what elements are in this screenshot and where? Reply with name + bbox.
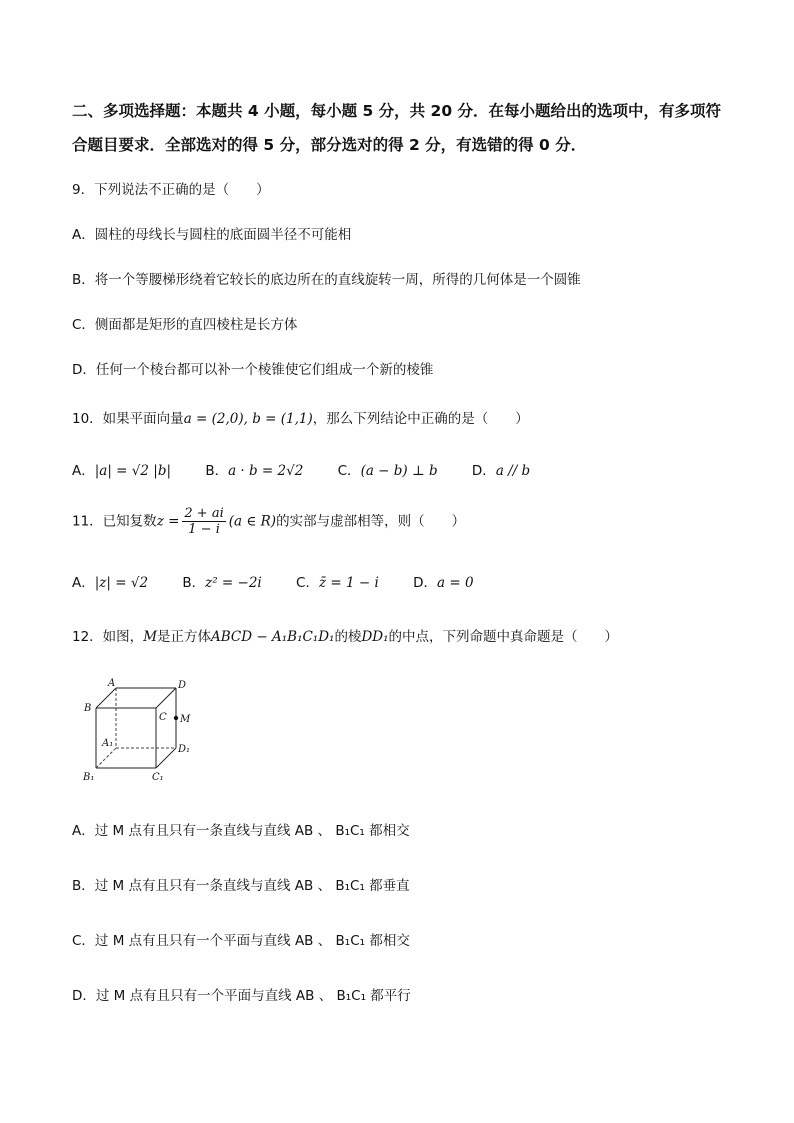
- q10-option-c: [338, 459, 438, 479]
- q10-option-a-label: A．: [72, 463, 95, 479]
- section-heading-line1: 二、多项选择题：本题共 4 小题，每小题 5 分，共 20 分．在每小题给出的选项中，有多项符: [72, 102, 722, 120]
- q11-options: [72, 571, 504, 591]
- q11-option-d-label: D．: [413, 575, 437, 591]
- q11-option-d: [413, 571, 473, 591]
- q11-condition: (a ∈ R): [228, 513, 277, 530]
- q11-option-a-label: A．: [72, 575, 95, 591]
- point-m: [174, 716, 178, 720]
- label-d1: D₁: [178, 744, 191, 755]
- q12-stem-m: M: [143, 629, 158, 645]
- q11-option-d-math: a = 0: [437, 575, 474, 591]
- q10-stem-math: a = (2,0), b = (1,1): [183, 411, 313, 427]
- q12-option-d: D．过 M 点有且只有一个平面与直线 AB 、 B₁C₁ 都平行: [72, 988, 411, 1004]
- q10-option-c-math: (a − b) ⊥ b: [360, 463, 438, 479]
- q11-stem: [72, 506, 465, 537]
- q9-option-d: D．任何一个棱台都可以补一个棱锥使它们组成一个新的棱锥: [72, 362, 434, 378]
- q11-fraction-numerator: 2 + ai: [184, 506, 224, 521]
- q12-stem-suffix: 的中点，下列命题中真命题是（ ）: [388, 629, 619, 645]
- label-a1: A₁: [102, 738, 114, 749]
- cube-figure: [80, 676, 200, 784]
- q12-stem-mid: 是正方体: [157, 629, 212, 645]
- section-heading-line2: 合题目要求．全部选对的得 5 分，部分选对的得 2 分，有选错的得 0 分．: [72, 136, 587, 154]
- q9-stem: 9．下列说法不正确的是（ ）: [72, 182, 270, 198]
- q11-option-a: [72, 571, 148, 591]
- q11-option-c-label: C．: [296, 575, 319, 591]
- q12-stem-edge: DD₁: [361, 629, 389, 645]
- q11-option-b: [182, 571, 261, 591]
- q10-option-b: [205, 459, 303, 479]
- q12-option-c: C．过 M 点有且只有一个平面与直线 AB 、 B₁C₁ 都相交: [72, 933, 410, 949]
- q10-option-d-math: a // b: [495, 463, 531, 479]
- q10-option-d-label: D．: [471, 463, 496, 479]
- q9-option-b: B．将一个等腰梯形绕着它较长的底边所在的直线旋转一周，所得的几何体是一个圆锥: [72, 272, 581, 288]
- q10-options: [72, 459, 560, 479]
- q10-option-d: [472, 459, 530, 479]
- label-c: C: [159, 712, 167, 723]
- q11-stem-suffix: 的实部与虚部相等，则（ ）: [276, 513, 466, 530]
- q12-stem: [72, 625, 618, 645]
- q10-option-b-label: B．: [205, 463, 229, 479]
- label-c1: C₁: [152, 772, 164, 783]
- edge-c1d1: [156, 748, 176, 768]
- edge-b1a1-hidden: [96, 748, 116, 768]
- q10-stem-suffix: ，那么下列结论中正确的是（ ）: [312, 411, 529, 427]
- q10-option-a: [72, 459, 171, 479]
- label-m: M: [180, 714, 191, 725]
- q9-option-c: C．侧面都是矩形的直四棱柱是长方体: [72, 317, 298, 333]
- q10-stem: [72, 407, 529, 427]
- label-b: B: [84, 703, 92, 714]
- q11-option-c: [296, 571, 379, 591]
- q10-stem-prefix: 10．如果平面向量: [72, 411, 184, 427]
- q11-fraction: [182, 506, 225, 537]
- q9-option-a: A．圆柱的母线长与圆柱的底面圆半径不可能相: [72, 227, 352, 243]
- label-b1: B₁: [83, 772, 95, 783]
- q11-stem-prefix: 11．已知复数: [72, 513, 157, 530]
- q11-option-c-math: z̄ = 1 − i: [318, 575, 379, 591]
- q10-option-b-math: a · b = 2√2: [228, 463, 304, 479]
- q11-option-b-label: B．: [182, 575, 206, 591]
- q11-fraction-denominator: 1 − i: [188, 522, 220, 537]
- q12-option-a: A．过 M 点有且只有一条直线与直线 AB 、 B₁C₁ 都相交: [72, 823, 410, 839]
- q11-option-b-math: z² = −2i: [205, 575, 262, 591]
- q11-option-a-math: |z| = √2: [94, 575, 149, 591]
- edge-ba: [96, 688, 116, 708]
- q12-stem-prefix: 12．如图，: [72, 629, 144, 645]
- q12-stem-mid2: 的棱: [334, 629, 362, 645]
- q12-option-b: B．过 M 点有且只有一条直线与直线 AB 、 B₁C₁ 都垂直: [72, 878, 410, 894]
- q12-stem-cube: ABCD − A₁B₁C₁D₁: [211, 629, 335, 645]
- label-d: D: [178, 680, 187, 691]
- q10-option-c-label: C．: [337, 463, 361, 479]
- q11-z-eq: z =: [156, 513, 180, 530]
- cube-diagram: [80, 676, 200, 784]
- q10-option-a-math: |a| = √2 |b|: [94, 463, 172, 479]
- edge-cd: [156, 688, 176, 708]
- label-a: A: [108, 678, 116, 689]
